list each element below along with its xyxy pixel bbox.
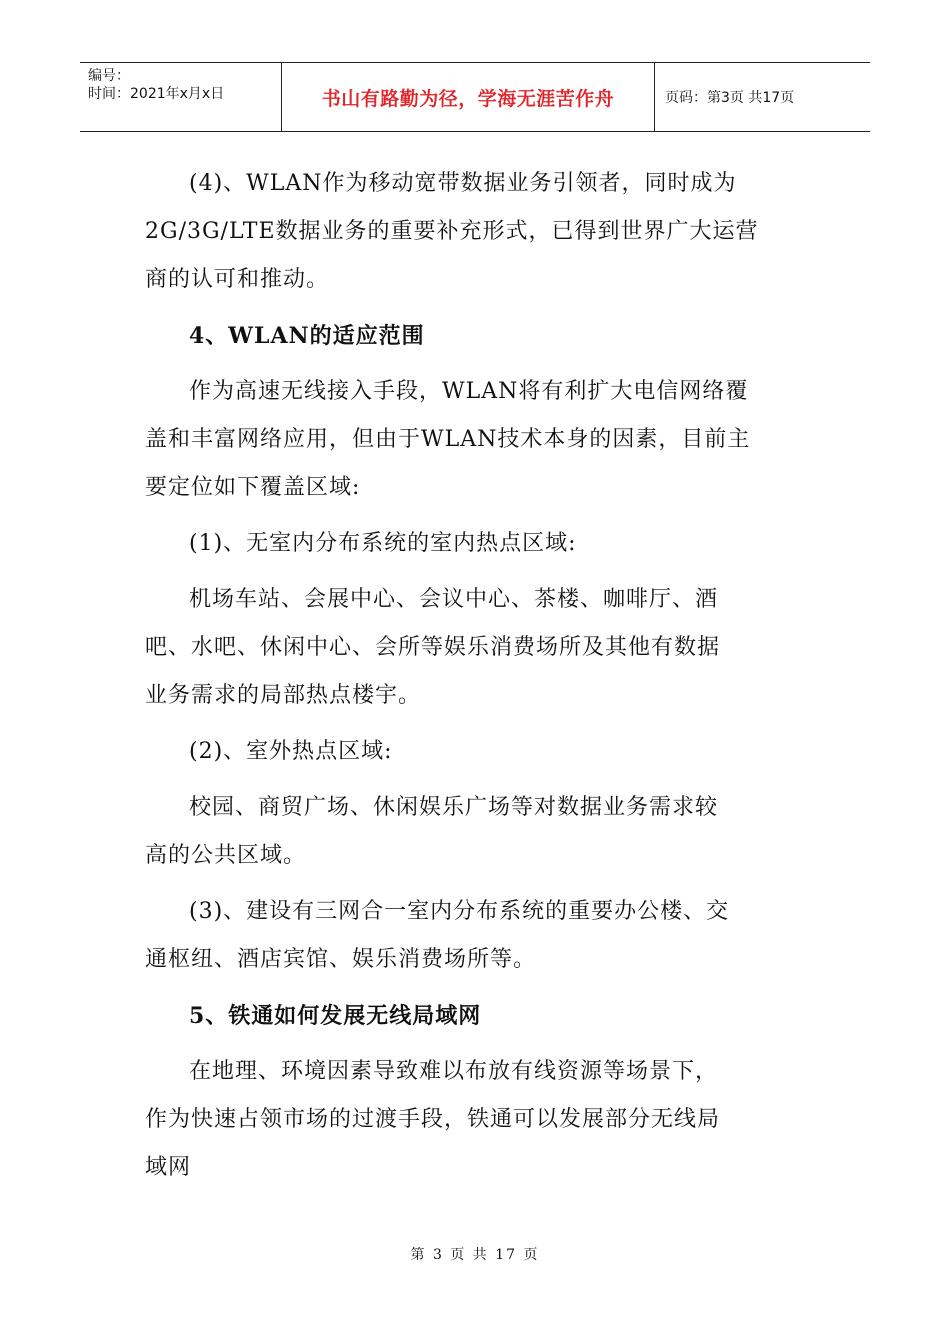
list-item: (2)、室外热点区域: <box>189 739 393 764</box>
header-meta <box>80 63 282 131</box>
list-item: (3)、建设有三网合一室内分布系统的重要办公楼、交 <box>189 899 730 924</box>
paragraph-line: 盖和丰富网络应用，但由于WLAN技术本身的因素，目前主 <box>145 427 751 452</box>
paragraph-line: 高的公共区域。 <box>145 843 307 868</box>
paragraph-line: 通枢纽、酒店宾馆、娱乐消费场所等。 <box>145 947 537 972</box>
paragraph-line: 吧、水吧、休闲中心、会所等娱乐消费场所及其他有数据 <box>145 635 721 660</box>
paragraph-line: 要定位如下覆盖区域: <box>145 475 361 500</box>
list-item: (1)、无室内分布系统的室内热点区域: <box>189 531 577 556</box>
paragraph-line: (4)、WLAN作为移动宽带数据业务引领者，同时成为 <box>189 171 737 196</box>
paragraph-line: 域网 <box>145 1155 192 1180</box>
paragraph-line: 商的认可和推动。 <box>145 267 330 292</box>
paragraph-line: 作为高速无线接入手段，WLAN将有利扩大电信网络覆 <box>189 379 749 404</box>
paragraph-line: 作为快速占领市场的过渡手段，铁通可以发展部分无线局 <box>145 1107 721 1132</box>
header-motto: 书山有路勤为径，学海无涯苦作舟 <box>282 63 655 131</box>
section-heading-4: 4、WLAN的适应范围 <box>189 323 425 349</box>
header-page-info: 页码：第3页 共17页 <box>665 90 795 106</box>
document-body <box>145 160 810 1192</box>
paragraph-line: 2G/3G/LTE数据业务的重要补充形式，已得到世界广大运营 <box>145 219 759 244</box>
paragraph-line: 校园、商贸广场、休闲娱乐广场等对数据业务需求较 <box>189 795 719 820</box>
section-heading-5: 5、铁通如何发展无线局域网 <box>189 1003 482 1029</box>
paragraph-line: 在地理、环境因素导致难以布放有线资源等场景下， <box>189 1059 719 1084</box>
page-header <box>80 62 870 132</box>
page-footer: 第 3 页 共 17 页 <box>410 1247 540 1263</box>
header-number: 编号： <box>88 68 130 84</box>
paragraph-line: 业务需求的局部热点楼宇。 <box>145 683 422 708</box>
header-time: 时间：2021年x月x日 <box>88 86 225 102</box>
paragraph-line: 机场车站、会展中心、会议中心、茶楼、咖啡厅、酒 <box>189 587 719 612</box>
